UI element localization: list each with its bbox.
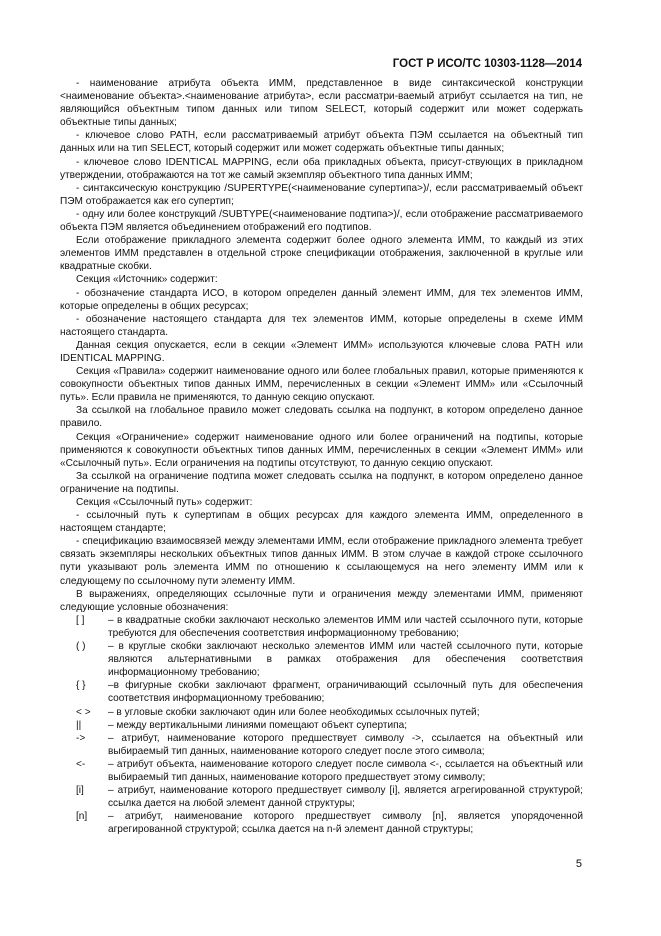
notation-item — [60, 784, 583, 810]
paragraph: За ссылкой на глобальное правило может следовать ссылка на подпункт, в котором определено данное правило. — [60, 405, 583, 430]
paragraph: В выражениях, определяющих ссылочные пути и ограничения между элементами ИММ, применяют следующие условные обозначения: — [60, 588, 583, 613]
notation-symbol: [ ] — [76, 614, 85, 626]
notation-symbol: { } — [76, 680, 86, 692]
page-body — [60, 77, 583, 836]
notation-text: – атрибут, наименование которого предшествует символу [n], является упорядоченной агрегированной структурой; ссылка дается на n-й элемент данной структуры; — [108, 811, 583, 836]
notation-text: – между вертикальными линиями помещают объект супертипа; — [108, 719, 408, 731]
notation-symbol: [n] — [76, 811, 88, 823]
paragraph: - наименование атрибута объекта ИММ, представленное в виде синтаксической конструкции <наименование объекта>.<наименование атрибута>, если рассматри-ваемый атрибут ссылается на тип, не являющийся объектным типом данных или типом SELECT, который содержит или может содержать объектные типы данных; — [60, 78, 583, 129]
notation-item — [60, 758, 583, 784]
notation-item — [60, 810, 583, 836]
notation-text: – в квадратные скобки заключают несколько элементов ИММ или частей ссылочного пути, которые требуются для обеспечения соответствия информационному требованию; — [108, 614, 583, 639]
paragraph: - одну или более конструкций /SUBTYPE(<наименование подтипа>)/, если отображение рассматриваемого объекта ПЭМ является объединением отображений его подтипов. — [60, 208, 583, 234]
notation-text: – атрибут, наименование которого предшествует символу [i], является агрегированной структурой; ссылка дается на любой элемент данной структуры; — [108, 785, 583, 810]
paragraph: Данная секция опускается, если в секции «Элемент ИММ» используются ключевые слова PATH или IDENTICAL MAPPING. — [60, 339, 583, 364]
notation-text: – атрибут объекта, наименование которого следует после символа <-, ссылается на объектный или выбираемый тип данных, наименование которого предшествует этому символу; — [108, 758, 583, 783]
paragraph: - обозначение стандарта ИСО, в котором определен данный элемент ИММ, для тех элементов ИММ, которые определены в общих ресурсах; — [60, 287, 583, 312]
notation-item — [60, 679, 583, 705]
notation-symbol: <- — [76, 758, 86, 770]
notation-symbol: < > — [76, 706, 91, 718]
paragraph: - спецификацию взаимосвязей между элементами ИММ, если отображение прикладного элемента требует связать экземпляры нескольких объектных типов данных ИММ. В этом случае в каждой строке ссылочного пути указывают роль элемента ИММ по отношению к ссылающемуся на него элементу ИММ или к следующему по ссылочному пути элементу ИММ. — [60, 536, 583, 587]
notation-symbol: || — [76, 719, 82, 731]
paragraph: Секция «Источник» содержит: — [76, 274, 218, 286]
notation-text: –в фигурные скобки заключают фрагмент, ограничивающий ссылочный путь для обеспечения соответствия информационному требованию; — [108, 680, 583, 705]
paragraph: За ссылкой на ограничение подтипа может следовать ссылка на подпункт, в котором определено данное ограничение на подтипы. — [60, 470, 583, 495]
page-number: 5 — [575, 858, 582, 870]
notation-symbol: ( ) — [76, 641, 86, 653]
notation-text: – в угловые скобки заключают один или более необходимых ссылочных путей; — [108, 706, 480, 718]
paragraph: - синтаксическую конструкцию /SUPERTYPE(<наименование супертипа>)/, если рассматриваемый объект ПЭМ отображается как его супертип; — [60, 182, 583, 207]
paragraph: Секция «Ссылочный путь» содержит: — [76, 497, 253, 508]
notation-item — [60, 614, 583, 640]
paragraph: Секция «Ограничение» содержит наименование одного или более ограничений на подтипы, которые применяются к совокупности объектных типов данных ИММ, перечисленных в секции «Элемент ИММ» или «Ссылочный путь». Если ограничения на подтипы отсутствуют, то данную секцию опускают. — [60, 431, 583, 469]
paragraph: - обозначение настоящего стандарта для тех элементов ИММ, которые определены в схеме ИММ настоящего стандарта. — [60, 313, 583, 338]
notation-item — [60, 719, 583, 732]
notation-symbol: -> — [76, 732, 86, 744]
document-header: ГОСТ Р ИСО/ТС 10303-1128—2014 — [392, 58, 582, 70]
paragraph: Если отображение прикладного элемента содержит более одного элемента ИММ, то каждый из этих элементов ИММ представлен в отдельной строке спецификации отображения, заключенной в круглые или квадратные скобки. — [60, 235, 583, 273]
notation-text: – атрибут, наименование которого предшествует символу ->, ссылается на объектный или выбираемый тип данных, наименование которого следует после этого символа; — [108, 732, 583, 757]
paragraph: - ключевое слово PATH, если рассматриваемый атрибут объекта ПЭМ ссылается на объектный тип данных или на тип SELECT, который содержит или может содержать объектные типы данных; — [60, 130, 583, 155]
paragraph: - ключевое слово IDENTICAL MAPPING, если оба прикладных объекта, присут-ствующих в прикладном утверждении, отображаются на тот же самый экземпляр объектного типа данных ИММ; — [60, 156, 583, 181]
notation-text: – в круглые скобки заключают несколько элементов ИММ или частей ссылочного пути, которые являются альтернативными в рамках отображения для обеспечения соответствия информационному требованию; — [108, 641, 583, 679]
notation-item — [60, 640, 583, 679]
notation-item — [60, 732, 583, 758]
notation-item — [60, 706, 583, 719]
notation-symbol: [i] — [76, 785, 84, 797]
paragraph: Секция «Правила» содержит наименование одного или более глобальных правил, которые применяются к совокупности объектных типов данных ИММ, перечисленных в секции «Элемент ИММ» или «Ссылочный путь». Если правила не применяются, то данную секцию опускают. — [60, 366, 583, 404]
paragraph: - ссылочный путь к супертипам в общих ресурсах для каждого элемента ИММ, определенного в настоящем стандарте; — [60, 510, 583, 535]
